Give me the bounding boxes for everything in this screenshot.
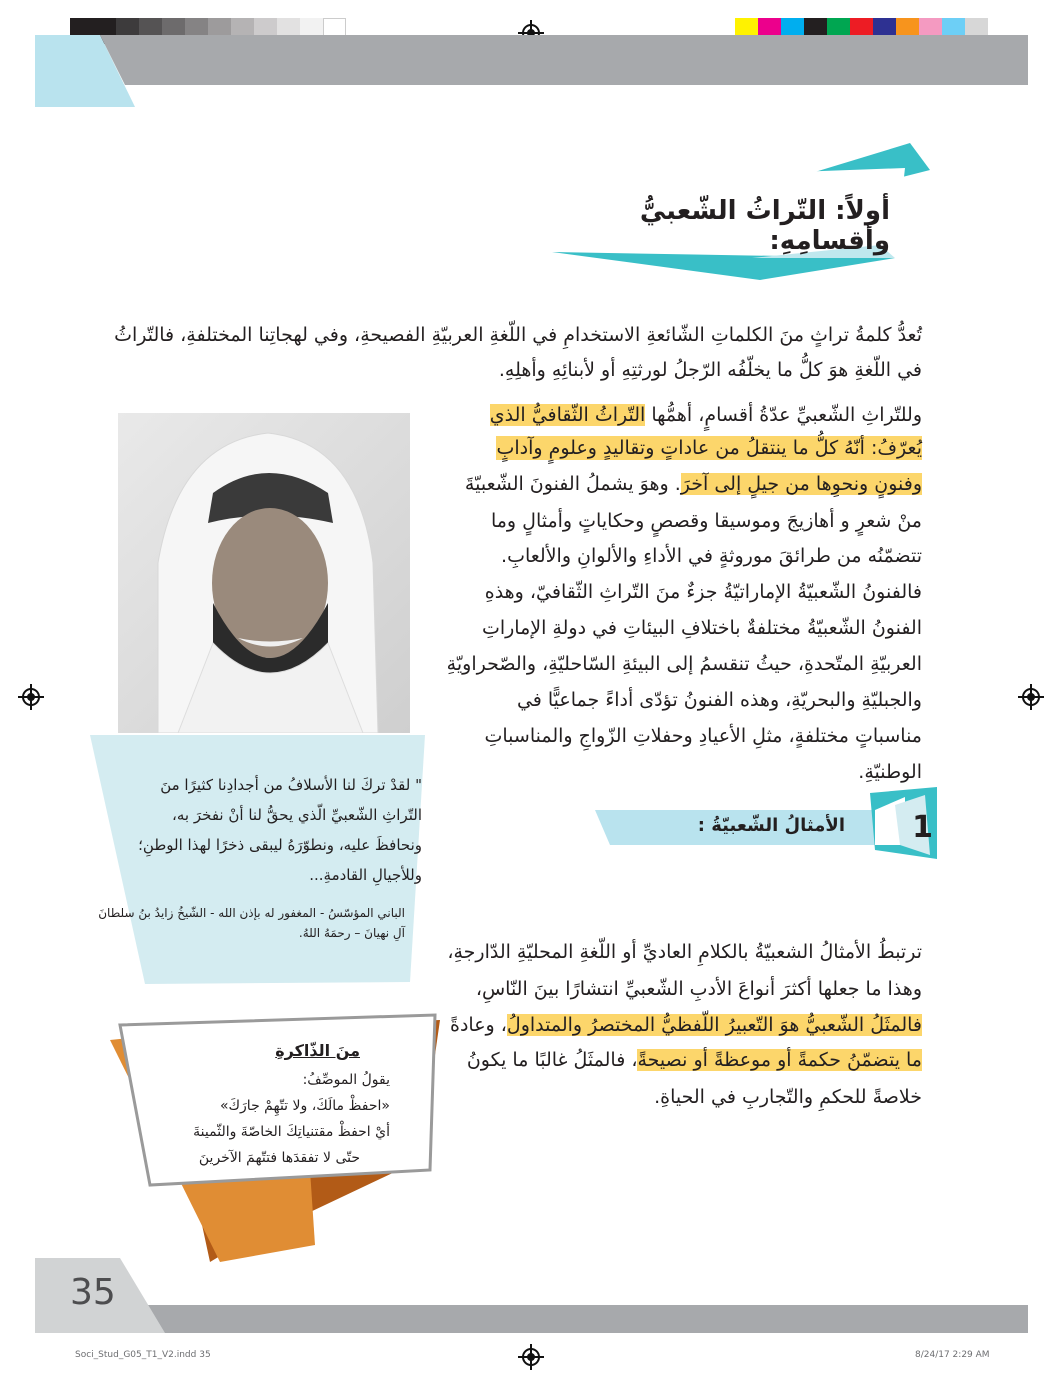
para2-line1-highlight: التّراثُ الثّقافيُّ الذي	[489, 404, 646, 426]
footer-filename: Soci_Stud_G05_T1_V2.indd 35	[75, 1350, 211, 1360]
memory-line-4: حتّى لا تفقدَها فتتّهمَ الآخرينَ	[198, 1150, 360, 1166]
para2-line-10: مناسباتٍ مختلفةٍ، مثلِ الأعيادِ وحفلاتِ الزّواجِ والمناسباتِ	[484, 725, 922, 747]
para2-line3-highlight: وفنونٍ ونحوِها من جيلٍ إلى آخرَ	[680, 473, 922, 495]
registration-mark-right	[1022, 688, 1040, 706]
para2-line-1	[490, 403, 922, 427]
proverbs-line3-plain: ، وعادةً	[450, 1014, 507, 1036]
proverbs-line-5: خلاصةً للحكمِ والتّجاربِ في الحياةِ.	[654, 1086, 922, 1108]
registration-mark-bottom	[522, 1348, 540, 1366]
para2-line-2-highlight: يُعرّفُ: أنّهُ كلُّ ما ينتقلُ من عاداتٍ وتقاليدٍ وعلومٍ وآدابٍ	[496, 437, 922, 459]
section-title: أولاً: التّراثُ الشّعبيُّ وأقسامِهِ:	[639, 196, 890, 256]
para2-line-7: الفنونُ الشّعبيّةُ مختلفةٌ باختلافِ البيئاتِ في دولةِ الإماراتِ	[481, 617, 922, 639]
para2-line3-plain: . وهوَ يشملُ الفنونَ الشّعبيّةَ	[464, 473, 681, 495]
header-grey-shape	[100, 35, 1028, 85]
quote-line-2: التّراثِ الشّعبيِّ الّذي يحقُّ لنا أنْ نفخرَ به،	[172, 806, 422, 824]
proverbs-line-2: وهذا ما جعلها أكثرَ أنواعَ الأدبِ الشّعبيِّ انتشارًا بينَ النّاسِ،	[475, 978, 922, 1000]
para2-line-6: فالفنونُ الشّعبيّةُ الإماراتيّةُ جزءٌ منَ التّراثِ الثّقافيّ، وهذهِ	[484, 581, 922, 603]
proverbs-line4-highlight: ما يتضمّنُ حكمةً أو موعظةً أو نصيحةً	[637, 1049, 922, 1071]
page-number: 35	[70, 1272, 116, 1313]
portrait-photo	[118, 413, 410, 733]
quote-line-3: ونحافظَ عليه، ونطوّرَهُ ليبقى ذخرًا لهذا الوطنِ؛	[138, 836, 422, 854]
proverbs-line4-plain: ، فالمثَلُ غالبًا ما يكونُ	[466, 1049, 638, 1071]
memory-title: منَ الذّاكرةِ	[275, 1041, 360, 1060]
proverbs-line-1: ترتبطُ الأمثالُ الشعبيّةُ بالكلامِ العاديِّ أو اللّغةِ المحليّةِ الدّارجةِ،	[447, 941, 922, 963]
intro-line-1: تُعدُّ كلمةُ تراثٍ منَ الكلماتِ الشّائعةِ الاستخدامِ في اللّغةِ العربيّةِ الفصيحةِ، وفي لهجاتِنا المختلفةِ، فالتّراثُ	[114, 324, 922, 346]
header-band	[0, 0, 1062, 110]
intro-line-2: في اللّغةِ هوَ كلُّ ما يخلّفُه الرّجلُ لورثتِهِ أو لأبنائِهِ وأهلِهِ.	[498, 359, 922, 381]
portrait-illustration	[118, 413, 410, 733]
proverbs-line3-highlight: فالمثَلُ الشّعبيُّ هوَ التّعبيرُ اللّفظيُّ المختصرُ والمتداولُ	[506, 1014, 922, 1036]
subsection-number: 1	[912, 810, 933, 845]
para2-line-8: العربيّةِ المتّحدةِ، حيثُ تنقسمُ إلى البيئةِ السّاحليّةِ، والصّحراويّةِ	[446, 653, 922, 675]
proverbs-line-4	[467, 1048, 922, 1072]
proverbs-line-3	[450, 1013, 922, 1037]
quote-attribution-1: الباني المؤسّسُ - المغفور له بإذن الله - الشّيخُ زايدُ بنُ سلطانَ	[98, 906, 405, 920]
para2-line-3	[465, 472, 922, 496]
memory-line-1: يقولُ الموصِّفُ:	[302, 1072, 390, 1088]
footer-timestamp: 8/24/17 2:29 AM	[915, 1350, 990, 1360]
memory-line-3: أيْ احفظْ مقتنياتِكَ الخاصّةَ والثّمينةَ	[193, 1124, 390, 1140]
para2-line-5: تتضمّنُه من طرائقَ موروثةٍ في الأداءِ والألوانِ والألعابِ.	[501, 545, 922, 567]
footer-grey-shape	[110, 1305, 1028, 1333]
quote-line-1: " لقدْ تركَ لنا الأسلافُ من أجدادِنا كثيرًا منَ	[160, 776, 422, 794]
registration-mark-left	[22, 688, 40, 706]
subsection-title: الأمثالُ الشّعبيّةُ :	[697, 815, 845, 836]
para2-line-9: والجبليّةِ والبحريّةِ، وهذه الفنونُ تؤدّى أداءً جماعيًّا في	[516, 689, 922, 711]
para2-line1-plain: وللتّراثِ الشّعبيِّ عدّةُ أقسامٍ، أهمُّها	[645, 404, 922, 426]
memory-line-2: «احفظْ مالَكَ، ولا تتّهِمْ جارَكَ»	[219, 1098, 390, 1114]
quote-line-4: وللأجيالِ القادمةِ...	[309, 866, 422, 884]
footer-band	[0, 1255, 1062, 1335]
para2-line-11: الوطنيّةِ.	[858, 761, 922, 783]
para2-line-4: منْ شعرٍ و أهازيجَ وموسيقا وقصصٍ وحكاياتٍ وأمثالٍ وما	[490, 510, 922, 532]
quote-attribution-2: آلِ نهيانَ – رحمَهُ اللهُ.	[298, 926, 405, 940]
